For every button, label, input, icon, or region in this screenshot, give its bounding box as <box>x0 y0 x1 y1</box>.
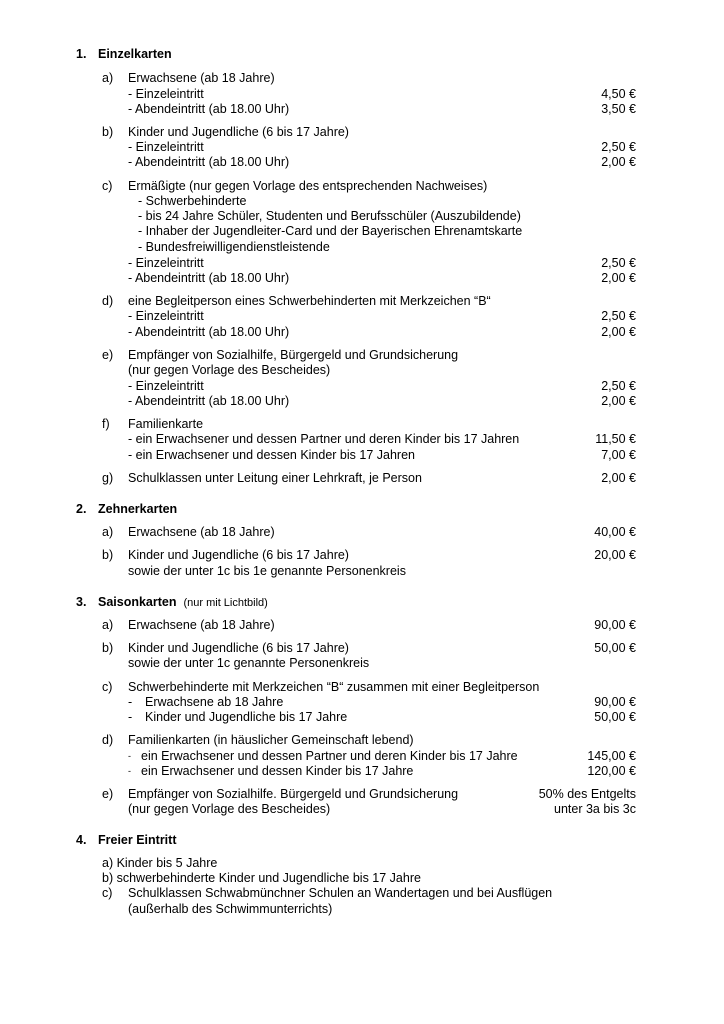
item-2b-label: b) <box>102 548 114 562</box>
item-1g-price1: 2,00 € <box>601 471 636 485</box>
item-1c-sub: - Bundesfreiwilligendienstleistende <box>138 240 330 254</box>
item-1d-line2: - Abendeintritt (ab 18.00 Uhr) <box>128 325 290 339</box>
item-1e-line1: - Einzeleintritt <box>128 379 204 393</box>
item-3a-title: Erwachsene (ab 18 Jahre) <box>128 618 275 632</box>
item-1d-title: eine Begleitperson eines Schwerbehinderten mit Merkzeichen “B“ <box>128 294 491 308</box>
item-3e-title: Empfänger von Sozialhilfe. Bürgergeld und Grundsicherung <box>128 787 459 801</box>
item-3b-title: Kinder und Jugendliche (6 bis 17 Jahre) <box>128 641 349 655</box>
item-3b-price1: 50,00 € <box>594 641 636 655</box>
item-1a-label: a) <box>102 71 114 85</box>
item-3d-line1: ein Erwachsener und dessen Partner und deren Kinder bis 17 Jahre <box>141 749 518 763</box>
item-4c: Schulklassen Schwabmünchner Schulen an Wandertagen und bei Ausflügen <box>128 886 553 900</box>
item-3c-dash: - <box>128 710 133 724</box>
item-1b-title: Kinder und Jugendliche (6 bis 17 Jahre) <box>128 125 349 139</box>
item-3e-price2: unter 3a bis 3c <box>554 802 636 816</box>
item-2a-price1: 40,00 € <box>594 525 636 539</box>
item-1b-line2: - Abendeintritt (ab 18.00 Uhr) <box>128 155 290 169</box>
item-3b-title2: sowie der unter 1c genannte Personenkreis <box>128 656 370 670</box>
item-1c-sub: - Inhaber der Jugendleiter-Card und der Bayerischen Ehrenamtskarte <box>138 224 523 238</box>
item-1a-title: Erwachsene (ab 18 Jahre) <box>128 71 275 85</box>
item-1e-price1: 2,50 € <box>601 379 636 393</box>
item-1f-line1: - ein Erwachsener und dessen Partner und deren Kinder bis 17 Jahren <box>128 432 520 446</box>
item-2b-price1: 20,00 € <box>594 548 636 562</box>
section-2-number: 2. <box>76 502 87 516</box>
section-3-heading <box>98 595 268 611</box>
item-2b-title: Kinder und Jugendliche (6 bis 17 Jahre) <box>128 548 349 562</box>
item-1d-line1: - Einzeleintritt <box>128 309 204 323</box>
section-2-title: Zehnerkarten <box>98 502 178 516</box>
item-1b-price1: 2,50 € <box>601 140 636 154</box>
item-1b-label: b) <box>102 125 114 139</box>
item-1f-label: f) <box>102 417 110 431</box>
item-1e-price2: 2,00 € <box>601 394 636 408</box>
item-1f-title: Familienkarte <box>128 417 204 431</box>
item-1a-line2: - Abendeintritt (ab 18.00 Uhr) <box>128 102 290 116</box>
item-1c-sub: - bis 24 Jahre Schüler, Studenten und Berufsschüler (Auszubildende) <box>138 209 521 223</box>
item-4c-label: c) <box>102 886 113 900</box>
section-4-number: 4. <box>76 833 87 847</box>
item-3d-price2: 120,00 € <box>587 764 636 778</box>
section-3-title: Saisonkarten <box>98 595 177 609</box>
item-1a-price2: 3,50 € <box>601 102 636 116</box>
section-1-title: Einzelkarten <box>98 47 172 61</box>
item-1g-title: Schulklassen unter Leitung einer Lehrkraft, je Person <box>128 471 422 485</box>
item-1d-price1: 2,50 € <box>601 309 636 323</box>
item-1c-line1: - Einzeleintritt <box>128 256 204 270</box>
item-3c-line2: Kinder und Jugendliche bis 17 Jahre <box>145 710 348 724</box>
item-1e-title2: (nur gegen Vorlage des Bescheides) <box>128 363 331 377</box>
item-2b-title2: sowie der unter 1c bis 1e genannte Personenkreis <box>128 564 406 578</box>
section-3-note: (nur mit Lichtbild) <box>183 597 268 609</box>
item-3c-price2: 50,00 € <box>594 710 636 724</box>
item-3c-dash: - <box>128 695 133 709</box>
item-3a-price1: 90,00 € <box>594 618 636 632</box>
item-1c-price2: 2,00 € <box>601 271 636 285</box>
item-1c-title: Ermäßigte (nur gegen Vorlage des entsprechenden Nachweises) <box>128 179 488 193</box>
item-1c-line2: - Abendeintritt (ab 18.00 Uhr) <box>128 271 290 285</box>
item-3e-price1: 50% des Entgelts <box>538 787 636 801</box>
item-1a-line1: - Einzeleintritt <box>128 87 204 101</box>
item-3d-price1: 145,00 € <box>587 749 636 763</box>
section-4-title: Freier Eintritt <box>98 833 177 847</box>
item-3d-label: d) <box>102 733 114 747</box>
item-1f-price2: 7,00 € <box>601 448 636 462</box>
item-3d-line2: ein Erwachsener und dessen Kinder bis 17 Jahre <box>141 764 414 778</box>
item-1a-price1: 4,50 € <box>601 87 636 101</box>
section-3-number: 3. <box>76 595 87 609</box>
item-1e-label: e) <box>102 348 114 362</box>
item-3c-title: Schwerbehinderte mit Merkzeichen “B“ zusammen mit einer Begleitperson <box>128 680 540 694</box>
item-3d-dash: - <box>128 766 131 776</box>
item-3c-price1: 90,00 € <box>594 695 636 709</box>
item-1e-line2: - Abendeintritt (ab 18.00 Uhr) <box>128 394 290 408</box>
item-3c-line1: Erwachsene ab 18 Jahre <box>145 695 284 709</box>
item-1c-price1: 2,50 € <box>601 256 636 270</box>
section-1-number: 1. <box>76 47 87 61</box>
item-1d-label: d) <box>102 294 114 308</box>
item-1d-price2: 2,00 € <box>601 325 636 339</box>
item-1f-line2: - ein Erwachsener und dessen Kinder bis 17 Jahren <box>128 448 415 462</box>
item-2a-label: a) <box>102 525 114 539</box>
item-3c-label: c) <box>102 680 113 694</box>
item-1c-label: c) <box>102 179 113 193</box>
item-4c-line2: (außerhalb des Schwimmunterrichts) <box>128 902 333 916</box>
item-3d-title: Familienkarten (in häuslicher Gemeinschaft lebend) <box>128 733 414 747</box>
item-3b-label: b) <box>102 641 114 655</box>
item-1e-title: Empfänger von Sozialhilfe, Bürgergeld und Grundsicherung <box>128 348 459 362</box>
item-3e-title2: (nur gegen Vorlage des Bescheides) <box>128 802 331 816</box>
item-1c-sub: - Schwerbehinderte <box>138 194 247 208</box>
item-2a-title: Erwachsene (ab 18 Jahre) <box>128 525 275 539</box>
item-3d-dash: - <box>128 751 131 761</box>
item-1g-label: g) <box>102 471 114 485</box>
item-3a-label: a) <box>102 618 114 632</box>
item-1b-price2: 2,00 € <box>601 155 636 169</box>
item-4a: a) Kinder bis 5 Jahre <box>102 856 218 870</box>
item-3e-label: e) <box>102 787 114 801</box>
item-4b: b) schwerbehinderte Kinder und Jugendliche bis 17 Jahre <box>102 871 421 885</box>
item-1b-line1: - Einzeleintritt <box>128 140 204 154</box>
item-1f-price1: 11,50 € <box>595 432 636 446</box>
